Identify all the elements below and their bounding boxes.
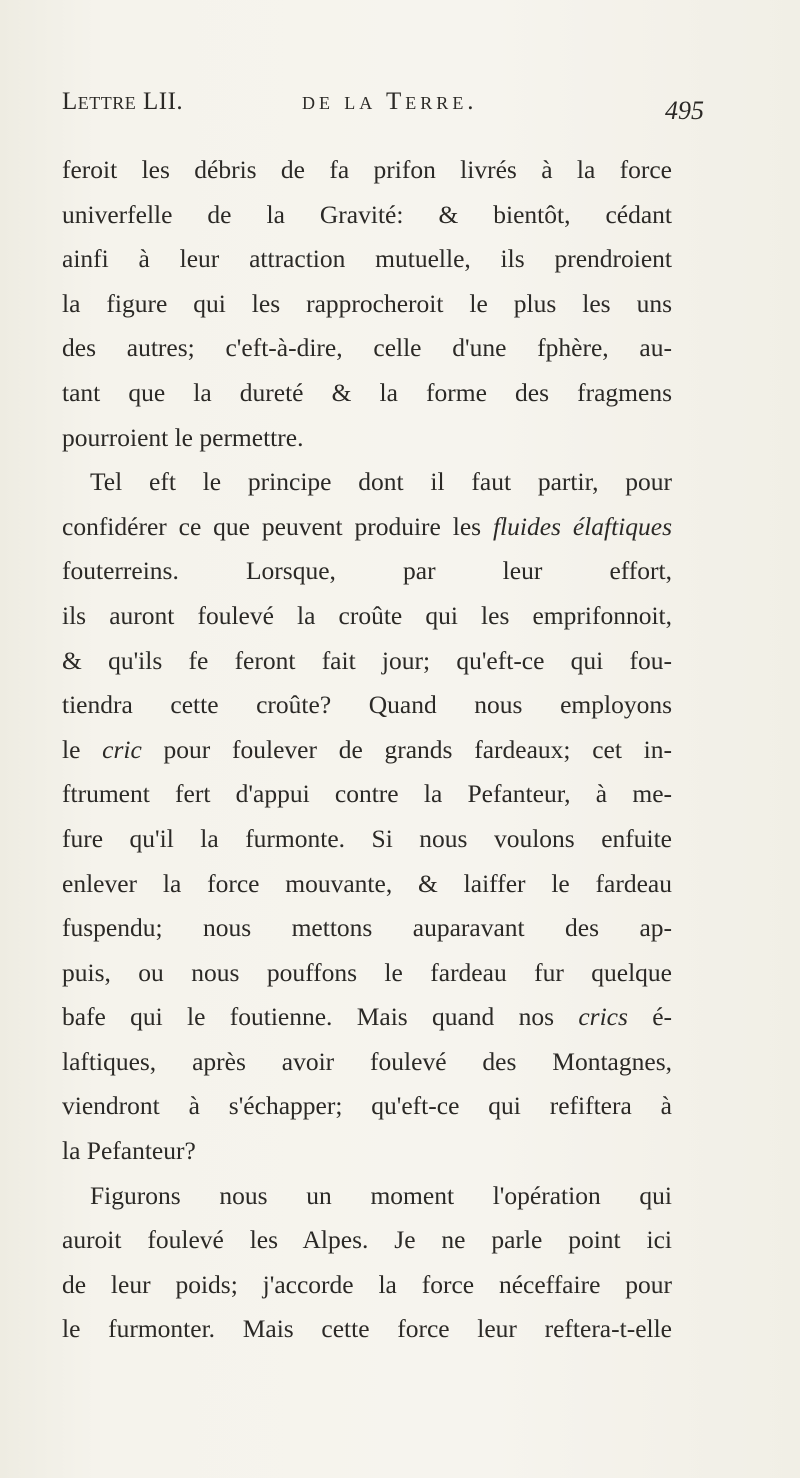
italic-term-fluides: fluides élaftiques: [492, 511, 672, 541]
text-line: tant que la dureté & la forme des fragmens: [62, 377, 672, 407]
text-segment: pour foulever de grands fardeaux; cet in-: [163, 734, 672, 764]
running-head-letter: Lettre LII.: [62, 88, 184, 115]
text-line: ainfi à leur attraction mutuelle, ils prendroient: [62, 244, 672, 274]
running-head: [62, 88, 650, 128]
text-line-with-italic: [62, 505, 672, 550]
text-line: de leur poids; j'accorde la force néceffaire pour: [62, 1269, 672, 1299]
running-head-title: de la Terre.: [302, 88, 478, 115]
text-line: le furmonter. Mais cette force leur reftera-t-elle: [62, 1314, 672, 1344]
text-line: tiendra cette croûte? Quand nous employons: [62, 690, 672, 720]
text-segment: le: [62, 734, 81, 764]
body-text: [62, 148, 672, 1352]
text-line: pourroient le permettre.: [62, 422, 304, 452]
text-line: laftiques, après avoir foulevé des Montagnes,: [62, 1046, 672, 1076]
text-line: feroit les débris de fa prifon livrés à la force: [62, 155, 672, 184]
page-number: 495: [665, 96, 704, 125]
text-line: la Pefanteur?: [62, 1136, 196, 1166]
text-line: Tel eft le principe dont il faut partir, pour: [90, 467, 672, 497]
text-segment: confidérer ce que peuvent produire les: [62, 511, 482, 541]
text-line-with-italic: [62, 995, 672, 1040]
text-segment: bafe qui le foutienne. Mais quand nos: [62, 1002, 555, 1032]
text-line: fure qu'il la furmonte. Si nous voulons enfuite: [62, 823, 672, 853]
text-line: ils auront foulevé la croûte qui les emprifonnoit,: [62, 600, 672, 630]
text-line-with-italic: [62, 728, 672, 773]
text-line: enlever la force mouvante, & laiffer le fardeau: [62, 868, 672, 898]
text-line: auroit foulevé les Alpes. Je ne parle point ici: [62, 1225, 672, 1255]
text-segment: é-: [652, 1002, 672, 1032]
text-line: & qu'ils fe feront fait jour; qu'eft-ce qui fou-: [62, 645, 672, 675]
italic-term-cric: cric: [102, 734, 142, 764]
text-line: ftrument fert d'appui contre la Pefanteur, à me-: [62, 779, 672, 809]
text-line: la figure qui les rapprocheroit le plus les uns: [62, 288, 672, 318]
text-line: Figurons nous un moment l'opération qui: [90, 1180, 672, 1210]
text-line: fuspendu; nous mettons auparavant des ap-: [62, 913, 672, 943]
italic-term-crics: crics: [578, 1002, 628, 1032]
text-line: viendront à s'échapper; qu'eft-ce qui refiftera à: [62, 1091, 672, 1121]
text-line: puis, ou nous pouffons le fardeau fur quelque: [62, 957, 672, 987]
text-line: des autres; c'eft-à-dire, celle d'une fphère, au-: [62, 333, 672, 363]
text-line: fouterreins. Lorsque, par leur effort,: [62, 556, 672, 586]
text-line: univerfelle de la Gravité: & bientôt, cédant: [62, 199, 672, 229]
